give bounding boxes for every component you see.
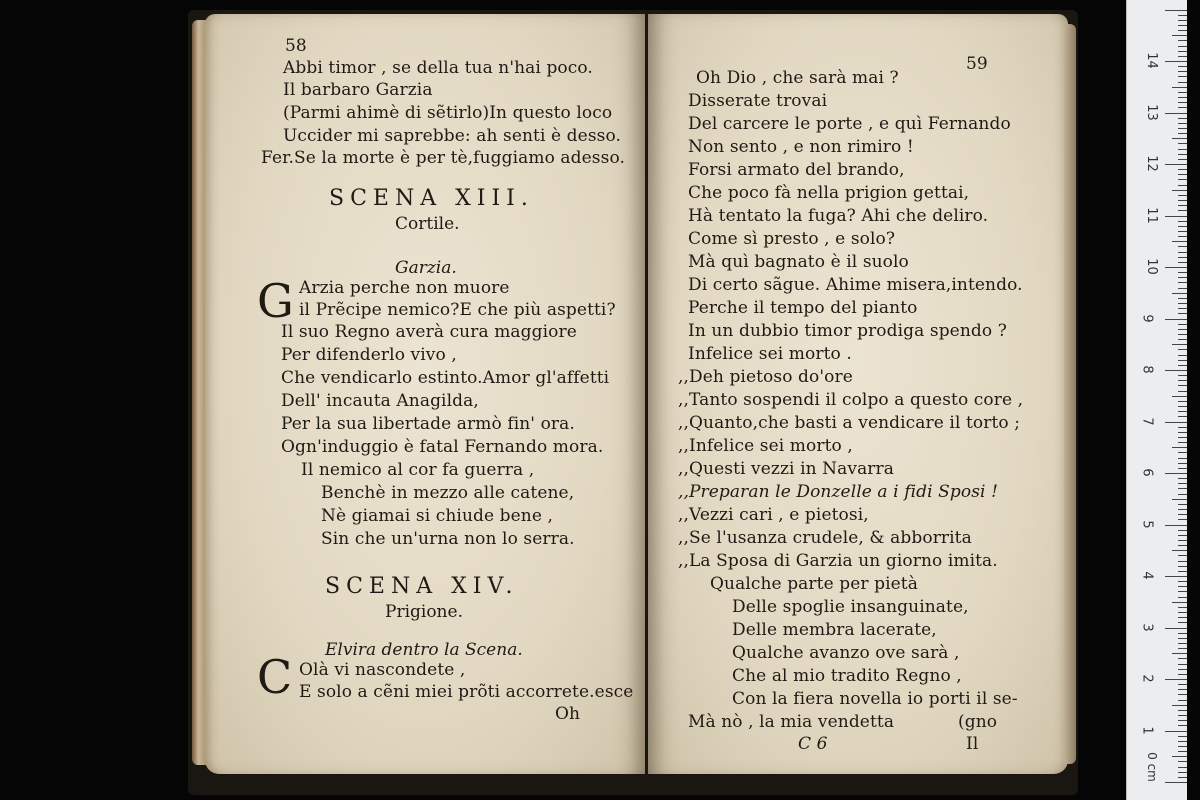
ruler-tick bbox=[1172, 241, 1187, 242]
ruler-tick bbox=[1178, 427, 1187, 428]
text-line: Forsi armato del brando, bbox=[688, 160, 905, 180]
ruler-tick bbox=[1178, 767, 1187, 768]
ruler-tick bbox=[1178, 195, 1187, 196]
ruler-tick bbox=[1172, 550, 1187, 551]
ruler-tick bbox=[1178, 174, 1187, 175]
ruler-tick bbox=[1178, 555, 1187, 556]
ruler-tick bbox=[1178, 483, 1187, 484]
ruler-tick bbox=[1178, 411, 1187, 412]
ruler-tick bbox=[1172, 653, 1187, 654]
text-line: (Parmi ahimè di sẽtirlo)In questo loco bbox=[283, 103, 613, 123]
ruler-number: 1 bbox=[1139, 725, 1155, 735]
ruler-tick bbox=[1178, 530, 1187, 531]
text-line: Con la fiera novella io porti il se- bbox=[732, 689, 1018, 709]
ruler-tick bbox=[1178, 664, 1187, 665]
ruler-tick bbox=[1178, 56, 1187, 57]
ruler-tick bbox=[1178, 591, 1187, 592]
ruler-tick bbox=[1178, 30, 1187, 31]
ruler-tick bbox=[1178, 694, 1187, 695]
ruler-number: 12 bbox=[1143, 155, 1159, 172]
ruler-tick bbox=[1178, 82, 1187, 83]
ruler-tick bbox=[1165, 370, 1187, 371]
ruler-tick bbox=[1165, 164, 1187, 165]
text-line: ,,La Sposa di Garzia un giorno imita. bbox=[678, 551, 998, 571]
ruler-tick bbox=[1178, 607, 1187, 608]
text-line: (gno bbox=[958, 712, 998, 732]
ruler-tick bbox=[1178, 20, 1187, 21]
ruler-tick bbox=[1172, 756, 1187, 757]
ruler-tick bbox=[1178, 92, 1187, 93]
text-line: Infelice sei morto . bbox=[688, 344, 852, 364]
ruler-tick bbox=[1178, 535, 1187, 536]
ruler-tick bbox=[1172, 396, 1187, 397]
ruler-tick bbox=[1178, 221, 1187, 222]
text-line: Sin che un'urna non lo serra. bbox=[321, 529, 575, 549]
text-line: Qualche parte per pietà bbox=[710, 574, 918, 594]
ruler-tick bbox=[1178, 746, 1187, 747]
text-line: Il barbaro Garzia bbox=[283, 80, 433, 100]
text-line: Non sento , e non rimiro ! bbox=[688, 137, 914, 157]
ruler-tick bbox=[1178, 51, 1187, 52]
measuring-ruler bbox=[1126, 0, 1187, 800]
ruler-tick bbox=[1178, 401, 1187, 402]
ruler-tick bbox=[1178, 514, 1187, 515]
ruler-unit-label: 0 cm bbox=[1144, 752, 1159, 782]
ruler-number: 7 bbox=[1139, 416, 1155, 426]
ruler-number: 11 bbox=[1143, 206, 1159, 224]
ruler-number: 6 bbox=[1139, 468, 1155, 477]
ruler-tick bbox=[1178, 40, 1187, 41]
ruler-number: 5 bbox=[1139, 519, 1155, 529]
ruler-tick bbox=[1165, 473, 1187, 474]
ruler-tick bbox=[1178, 736, 1187, 737]
ruler-tick bbox=[1178, 617, 1187, 618]
ruler-tick bbox=[1178, 365, 1187, 366]
ruler-tick bbox=[1165, 679, 1187, 680]
text-line: ,,Infelice sei morto , bbox=[678, 436, 853, 456]
text-line: Fer.Se la morte è per tè,fuggiamo adesso. bbox=[261, 148, 625, 168]
ruler-tick bbox=[1178, 46, 1187, 47]
text-line: Per difenderlo vivo , bbox=[281, 345, 457, 365]
ruler-tick bbox=[1178, 66, 1187, 67]
ruler-tick bbox=[1178, 308, 1187, 309]
ruler-tick bbox=[1178, 246, 1187, 247]
ruler-tick bbox=[1178, 226, 1187, 227]
ruler-tick bbox=[1178, 329, 1187, 330]
scene-place: Cortile. bbox=[395, 214, 460, 234]
ruler-tick bbox=[1178, 772, 1187, 773]
text-line: ,,Se l'usanza crudele, & abborrita bbox=[678, 528, 972, 548]
text-line: Ogn'induggio è fatal Fernando mora. bbox=[281, 437, 604, 457]
ruler-tick bbox=[1178, 154, 1187, 155]
ruler-tick bbox=[1178, 689, 1187, 690]
ruler-tick bbox=[1178, 416, 1187, 417]
ruler-tick bbox=[1178, 97, 1187, 98]
signature-mark: C 6 bbox=[798, 734, 828, 754]
ruler-tick bbox=[1178, 581, 1187, 582]
ruler-tick bbox=[1178, 519, 1187, 520]
ruler-tick bbox=[1178, 339, 1187, 340]
ruler-tick bbox=[1178, 313, 1187, 314]
ruler-tick bbox=[1178, 561, 1187, 562]
book-edge-right bbox=[1064, 24, 1076, 764]
drop-cap: C bbox=[257, 650, 293, 704]
text-line: Che poco fà nella prigion gettai, bbox=[688, 183, 970, 203]
ruler-tick bbox=[1178, 143, 1187, 144]
ruler-tick bbox=[1178, 684, 1187, 685]
ruler-tick bbox=[1178, 658, 1187, 659]
scene-title: SCENA XIII. bbox=[329, 186, 534, 211]
text-line: ,,Questi vezzi in Navarra bbox=[678, 459, 894, 479]
ruler-tick bbox=[1172, 705, 1187, 706]
ruler-tick bbox=[1178, 741, 1187, 742]
ruler-tick bbox=[1165, 731, 1187, 732]
ruler-tick bbox=[1178, 669, 1187, 670]
scene-title: SCENA XIV. bbox=[325, 574, 519, 599]
ruler-tick bbox=[1178, 179, 1187, 180]
ruler-tick bbox=[1178, 277, 1187, 278]
ruler-tick bbox=[1178, 262, 1187, 263]
ruler-tick bbox=[1165, 628, 1187, 629]
ruler-tick bbox=[1178, 15, 1187, 16]
ruler-tick bbox=[1178, 545, 1187, 546]
ruler-tick bbox=[1178, 612, 1187, 613]
page-number: 58 bbox=[285, 36, 307, 56]
ruler-tick bbox=[1178, 468, 1187, 469]
ruler-tick bbox=[1178, 643, 1187, 644]
scene-place: Prigione. bbox=[385, 602, 463, 622]
text-line: ,,Vezzi cari , e pietosi, bbox=[678, 505, 869, 525]
ruler-tick bbox=[1178, 133, 1187, 134]
text-line: Hà tentato la fuga? Ahi che deliro. bbox=[688, 206, 989, 226]
text-line: Mà quì bagnato è il suolo bbox=[688, 252, 909, 272]
ruler-tick bbox=[1172, 447, 1187, 448]
ruler-tick bbox=[1178, 648, 1187, 649]
ruler-tick bbox=[1178, 391, 1187, 392]
ruler-tick bbox=[1178, 200, 1187, 201]
ruler-tick bbox=[1178, 210, 1187, 211]
text-line: Il nemico al cor fa guerra , bbox=[301, 460, 535, 480]
ruler-tick bbox=[1178, 715, 1187, 716]
text-line: In un dubbio timor prodiga spendo ? bbox=[688, 321, 1007, 341]
text-line: Dell' incauta Anagilda, bbox=[281, 391, 479, 411]
ruler-tick bbox=[1178, 674, 1187, 675]
ruler-tick bbox=[1172, 138, 1187, 139]
ruler-number: 8 bbox=[1139, 365, 1155, 374]
ruler-tick bbox=[1165, 61, 1187, 62]
ruler-tick bbox=[1178, 76, 1187, 77]
text-line: Olà vi nascondete , bbox=[299, 660, 466, 680]
ruler-number: 9 bbox=[1139, 313, 1155, 323]
ruler-tick bbox=[1165, 113, 1187, 114]
ruler-tick bbox=[1178, 478, 1187, 479]
ruler-tick bbox=[1165, 782, 1187, 783]
catchword: Oh bbox=[555, 704, 581, 724]
text-line: Che vendicarlo estinto.Amor gl'affetti bbox=[281, 368, 610, 388]
page-number: 59 bbox=[966, 54, 988, 74]
ruler-tick bbox=[1178, 118, 1187, 119]
ruler-tick bbox=[1178, 355, 1187, 356]
text-line: E solo a cẽni miei prõti accorrete.esce bbox=[299, 682, 634, 702]
ruler-tick bbox=[1178, 349, 1187, 350]
ruler-tick bbox=[1178, 442, 1187, 443]
ruler-number: 2 bbox=[1139, 674, 1155, 683]
text-line: Il suo Regno averà cura maggiore bbox=[281, 322, 577, 342]
ruler-tick bbox=[1178, 272, 1187, 273]
ruler-tick bbox=[1165, 267, 1187, 268]
text-line: Uccider mi saprebbe: ah senti è desso. bbox=[283, 126, 622, 146]
ruler-tick bbox=[1178, 25, 1187, 26]
ruler-tick bbox=[1172, 293, 1187, 294]
speaker-name: Garzia. bbox=[395, 258, 457, 278]
ruler-tick bbox=[1178, 205, 1187, 206]
ruler-tick bbox=[1178, 494, 1187, 495]
text-line: ,,Deh pietoso do'ore bbox=[678, 367, 853, 387]
ruler-tick bbox=[1178, 463, 1187, 464]
text-line: Nè giamai si chiude bene , bbox=[321, 506, 554, 526]
text-line: Benchè in mezzo alle catene, bbox=[321, 483, 575, 503]
ruler-tick bbox=[1178, 257, 1187, 258]
text-line: Abbi timor , se della tua n'hai poco. bbox=[283, 58, 593, 78]
ruler-tick bbox=[1178, 375, 1187, 376]
ruler-tick bbox=[1165, 216, 1187, 217]
ruler-number: 3 bbox=[1139, 622, 1155, 632]
ruler-tick bbox=[1178, 504, 1187, 505]
text-line: Disserate trovai bbox=[688, 91, 828, 111]
ruler-tick bbox=[1178, 149, 1187, 150]
ruler-tick bbox=[1178, 102, 1187, 103]
ruler-tick bbox=[1178, 571, 1187, 572]
ruler-tick bbox=[1178, 638, 1187, 639]
ruler-tick bbox=[1178, 710, 1187, 711]
ruler-tick bbox=[1178, 509, 1187, 510]
ruler-tick bbox=[1178, 169, 1187, 170]
ruler-tick bbox=[1178, 761, 1187, 762]
speaker-name: Elvira dentro la Scena. bbox=[325, 640, 523, 660]
ruler-tick bbox=[1172, 344, 1187, 345]
ruler-tick bbox=[1178, 380, 1187, 381]
ruler-number: 10 bbox=[1143, 258, 1159, 275]
ruler-tick bbox=[1178, 282, 1187, 283]
ruler-tick bbox=[1178, 633, 1187, 634]
ruler-tick bbox=[1178, 334, 1187, 335]
ruler-tick bbox=[1178, 437, 1187, 438]
ruler-tick bbox=[1172, 499, 1187, 500]
text-line: Del carcere le porte , e quì Fernando bbox=[688, 114, 1011, 134]
ruler-tick bbox=[1178, 385, 1187, 386]
ruler-tick bbox=[1178, 231, 1187, 232]
ruler-tick bbox=[1178, 458, 1187, 459]
ruler-tick bbox=[1178, 597, 1187, 598]
text-line: Che al mio tradito Regno , bbox=[732, 666, 962, 686]
text-line: Perche il tempo del pianto bbox=[688, 298, 918, 318]
ruler-tick bbox=[1172, 35, 1187, 36]
ruler-tick bbox=[1172, 602, 1187, 603]
ruler-tick bbox=[1178, 128, 1187, 129]
ruler-tick bbox=[1178, 185, 1187, 186]
ruler-tick bbox=[1178, 159, 1187, 160]
ruler-tick bbox=[1178, 452, 1187, 453]
ruler-tick bbox=[1178, 432, 1187, 433]
ruler-tick bbox=[1165, 10, 1187, 11]
left-page bbox=[205, 14, 645, 774]
ruler-tick bbox=[1178, 488, 1187, 489]
ruler-tick bbox=[1178, 123, 1187, 124]
text-line: Qualche avanzo ove sarà , bbox=[732, 643, 960, 663]
ruler-tick bbox=[1165, 422, 1187, 423]
ruler-tick bbox=[1178, 360, 1187, 361]
ruler-tick bbox=[1178, 324, 1187, 325]
text-line: ,,Preparan le Donzelle a i fidi Sposi ! bbox=[678, 482, 999, 502]
ruler-tick bbox=[1165, 319, 1187, 320]
ruler-tick bbox=[1178, 303, 1187, 304]
ruler-number: 14 bbox=[1143, 52, 1159, 69]
text-line: Delle membra lacerate, bbox=[732, 620, 937, 640]
text-line: Delle spoglie insanguinate, bbox=[732, 597, 969, 617]
ruler-tick bbox=[1172, 87, 1187, 88]
text-line: Come sì presto , e solo? bbox=[688, 229, 896, 249]
text-line: Oh Dio , che sarà mai ? bbox=[696, 68, 899, 88]
text-line: il Prẽcipe nemico?E che più aspetti? bbox=[299, 300, 616, 320]
ruler-tick bbox=[1178, 622, 1187, 623]
catchword: Il bbox=[966, 734, 979, 754]
ruler-tick bbox=[1165, 525, 1187, 526]
ruler-tick bbox=[1178, 586, 1187, 587]
right-page bbox=[648, 14, 1068, 774]
text-line: Mà nò , la mia vendetta bbox=[688, 712, 895, 732]
ruler-tick bbox=[1178, 236, 1187, 237]
ruler-tick bbox=[1178, 288, 1187, 289]
ruler-tick bbox=[1178, 406, 1187, 407]
text-line: ,,Tanto sospendi il colpo a questo core , bbox=[678, 390, 1024, 410]
ruler-tick bbox=[1172, 190, 1187, 191]
text-line: Di certo sãgue. Ahime misera,intendo. bbox=[688, 275, 1023, 295]
text-line: Arzia perche non muore bbox=[299, 278, 510, 298]
text-line: ,,Quanto,che basti a vendicare il torto ; bbox=[678, 413, 1021, 433]
ruler-tick bbox=[1178, 298, 1187, 299]
ruler-tick bbox=[1178, 71, 1187, 72]
ruler-tick bbox=[1178, 700, 1187, 701]
drop-cap: G bbox=[257, 274, 294, 328]
ruler-tick bbox=[1178, 751, 1187, 752]
ruler-tick bbox=[1178, 720, 1187, 721]
ruler-tick bbox=[1178, 725, 1187, 726]
ruler-tick bbox=[1165, 576, 1187, 577]
ruler-tick bbox=[1178, 107, 1187, 108]
text-line: Per la sua libertade armò fin' ora. bbox=[281, 414, 575, 434]
ruler-number: 13 bbox=[1143, 103, 1159, 121]
ruler-tick bbox=[1178, 252, 1187, 253]
ruler-tick bbox=[1178, 566, 1187, 567]
ruler-tick bbox=[1178, 777, 1187, 778]
ruler-tick bbox=[1178, 540, 1187, 541]
ruler-number: 4 bbox=[1139, 571, 1155, 580]
